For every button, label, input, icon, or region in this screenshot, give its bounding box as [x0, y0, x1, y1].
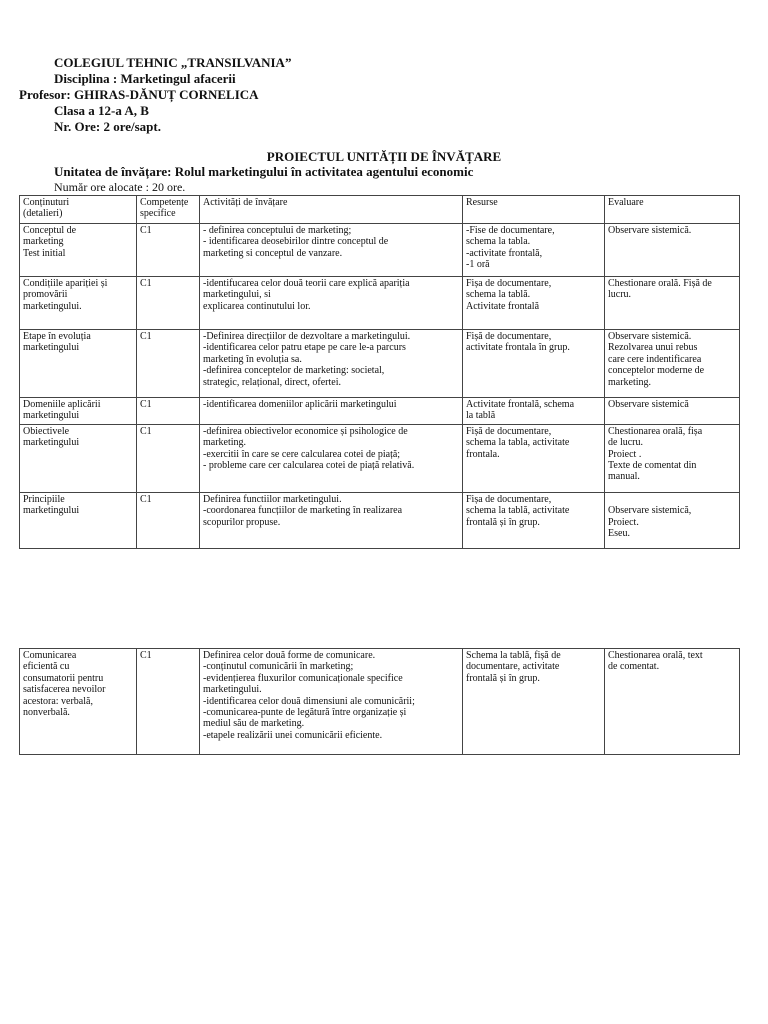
- teacher-line: Profesor: GHIRAS-DĂNUȚ CORNELICA: [19, 87, 259, 102]
- table-row: [20, 398, 740, 425]
- competence-cell: C1: [137, 398, 200, 425]
- activities-cell: - definirea conceptului de marketing; - identificarea deosebirilor dintre conceptul de marketing si conceptul de vanzare.: [200, 224, 463, 277]
- content-header: Conținuturi (detalieri): [20, 196, 137, 224]
- resources-cell: Fișa de documentare, schema la tablă, activitate frontală și în grup.: [463, 492, 605, 548]
- evaluation-cell: Chestionare orală. Fișă de lucru.: [605, 277, 740, 330]
- table-row: [20, 424, 740, 492]
- activities-cell: Definirea celor două forme de comunicare. -conținutul comunicării în marketing; -evidențierea fluxurilor comunicaționale specifice marketingului. -identificarea celor două dimensiuni ale comunicării; -comunicarea-punte de legătură între organizație și mediul său de marketing. -etapele realizării unei comunicării eficiente.: [200, 649, 463, 755]
- table-row: [20, 649, 740, 755]
- content-cell: Comunicarea eficientă cu consumatorii pentru satisfacerea nevoilor acestora: verbală, nonverbală.: [20, 649, 137, 755]
- content-cell: Condițiile apariției și promovării marketingului.: [20, 277, 137, 330]
- allocated-hours-line: Număr ore alocate : 20 ore.: [54, 180, 186, 194]
- resources-cell: Schema la tablă, fișă de documentare, activitate frontală și în grup.: [463, 649, 605, 755]
- table-row: [20, 224, 740, 277]
- learning-unit-line: Unitatea de învățare: Rolul marketingului în activitatea agentului economic: [54, 164, 474, 179]
- evaluation-cell: Chestionarea orală, text de comentat.: [605, 649, 740, 755]
- evaluation-cell: Chestionarea orală, fișa de lucru. Proiect . Texte de comentat din manual.: [605, 424, 740, 492]
- competence-header: Competențe specifice: [137, 196, 200, 224]
- competence-cell: C1: [137, 649, 200, 755]
- activities-cell: -identificarea domeniilor aplicării marketingului: [200, 398, 463, 425]
- activities-cell: -definirea obiectivelor economice și psihologice de marketing. -exercitii în care se cere calcularea cotei de piață; - probleme care cer calcularea cotei de piață relativă.: [200, 424, 463, 492]
- table-row: [20, 277, 740, 330]
- resources-cell: -Fise de documentare, schema la tabla. -activitate frontală, -1 oră: [463, 224, 605, 277]
- document-title: PROIECTUL UNITĂȚII DE ÎNVĂȚARE: [266, 149, 502, 164]
- content-cell: Etape în evoluția marketingului: [20, 330, 137, 398]
- content-cell: Conceptul de marketing Test initial: [20, 224, 137, 277]
- discipline-line: Disciplina : Marketingul afacerii: [54, 71, 236, 86]
- activities-cell: -identifucarea celor două teorii care explică apariția marketingului, si explicarea continutului lor.: [200, 277, 463, 330]
- table-row: [20, 492, 740, 548]
- content-cell: Principiile marketingului: [20, 492, 137, 548]
- resources-cell: Fișă de documentare, activitate frontala în grup.: [463, 330, 605, 398]
- competence-cell: C1: [137, 277, 200, 330]
- resources-cell: Fișa de documentare, schema la tablă. Activitate frontală: [463, 277, 605, 330]
- activities-cell: -Definirea direcțiilor de dezvoltare a marketingului. -identificarea celor patru etape pe care le-a parcurs marketing în evoluția sa. -definirea conceptelor de marketing: societal, strategic, relațional, direct, ofertei.: [200, 330, 463, 398]
- content-cell: Obiectivele marketingului: [20, 424, 137, 492]
- activities-header: Activități de învățare: [200, 196, 463, 224]
- evaluation-cell: Observare sistemică. Rezolvarea unui rebus care cere indentificarea conceptelor moderne de marketing.: [605, 330, 740, 398]
- table-header-row: [20, 196, 740, 224]
- content-cell: Domeniile aplicării marketingului: [20, 398, 137, 425]
- resources-header: Resurse: [463, 196, 605, 224]
- competence-cell: C1: [137, 492, 200, 548]
- competence-cell: C1: [137, 224, 200, 277]
- resources-cell: Fișă de documentare, schema la tabla, activitate frontala.: [463, 424, 605, 492]
- table-row: [20, 330, 740, 398]
- evaluation-cell: Observare sistemică, Proiect. Eseu.: [605, 492, 740, 548]
- activities-cell: Definirea functiilor marketingului. -coordonarea funcțiilor de marketing în realizarea scopurilor propuse.: [200, 492, 463, 548]
- competence-cell: C1: [137, 330, 200, 398]
- evaluation-cell: Observare sistemică: [605, 398, 740, 425]
- resources-cell: Activitate frontală, schema la tablă: [463, 398, 605, 425]
- weekly-hours-line: Nr. Ore: 2 ore/sapt.: [54, 119, 161, 134]
- unit-plan-table: [19, 195, 740, 549]
- class-line: Clasa a 12-a A, B: [54, 103, 149, 118]
- unit-plan-table-continuation: [19, 648, 740, 755]
- competence-cell: C1: [137, 424, 200, 492]
- school-name: COLEGIUL TEHNIC „TRANSILVANIA”: [54, 55, 292, 70]
- evaluation-header: Evaluare: [605, 196, 740, 224]
- evaluation-cell: Observare sistemică.: [605, 224, 740, 277]
